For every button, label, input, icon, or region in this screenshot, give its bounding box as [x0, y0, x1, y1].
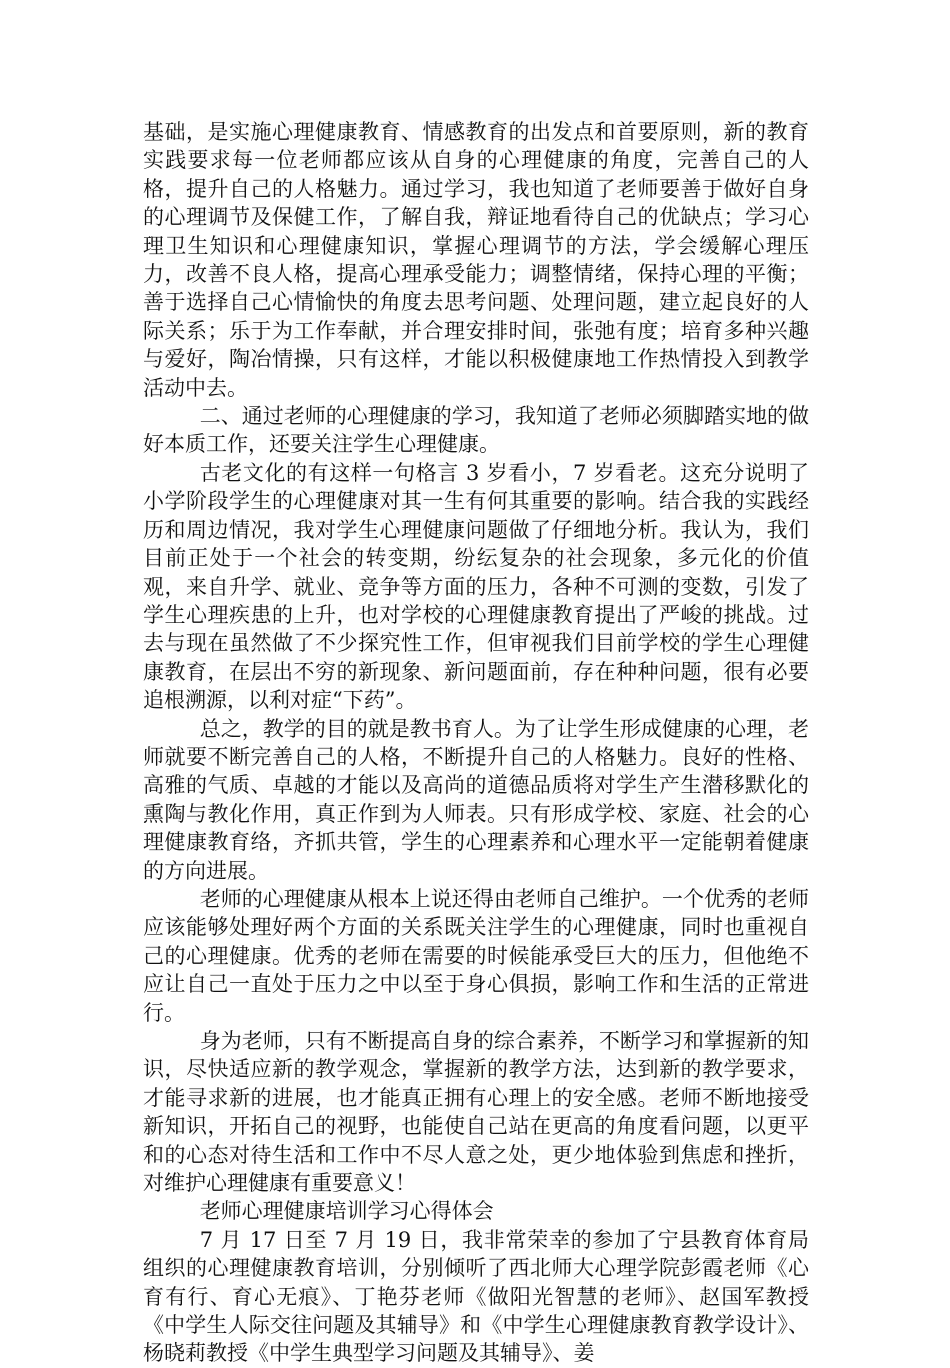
body-paragraph-2: 二、通过老师的心理健康的学习，我知道了老师必须脚踏实地的做好本质工作，还要关注学生心理健康。 [143, 404, 809, 457]
body-paragraph-7: 7 月 17 日至 7 月 19 日，我非常荣幸的参加了宁县教育体育局组织的心理健康教育培训，分别倾听了西北师大心理学院彭霞老师《心育有行、育心无痕》、丁艳芬老师《做阳光智慧的老师》、赵国军教授《中学生人际交往问题及其辅导》和《中学生心理健康教育教学设计》、杨晓莉教授《中学生典型学习问题及其辅导》、姜 [143, 1227, 809, 1366]
body-paragraph-3: 古老文化的有这样一句格言 3 岁看小，7 岁看老。这充分说明了小学阶段学生的心理健康对其一生有何其重要的影响。结合我的实践经历和周边情况，我对学生心理健康问题做了仔细地分析。我认为，我们目前正处于一个社会的转变期，纷纭复杂的社会现象，多元化的价值观，来自升学、就业、竞争等方面的压力，各种不可测的变数，引发了学生心理疾患的上升，也对学校的心理健康教育提出了严峻的挑战。过去与现在虽然做了不少探究性工作，但审视我们目前学校的学生心理健康教育，在层出不穷的新现象、新问题面前，存在种种问题，很有必要追根溯源，以利对症“下药”。 [143, 460, 809, 713]
body-paragraph-5: 老师的心理健康从根本上说还得由老师自己维护。一个优秀的老师应该能够处理好两个方面的关系既关注学生的心理健康，同时也重视自己的心理健康。优秀的老师在需要的时候能承受巨大的压力，但他绝不应让自己一直处于压力之中以至于身心俱损，影响工作和生活的正常进行。 [143, 886, 809, 1025]
body-paragraph-4: 总之，教学的目的就是教书育人。为了让学生形成健康的心理，老师就要不断完善自己的人格，不断提升自己的人格魅力。良好的性格、高雅的气质、卓越的才能以及高尚的道德品质将对学生产生潜移默化的熏陶与教化作用，真正作到为人师表。只有形成学校、家庭、社会的心理健康教育络，齐抓共管，学生的心理素养和心理水平一定能朝着健康的方向进展。 [143, 716, 809, 883]
body-paragraph-6: 身为老师，只有不断提高自身的综合素养，不断学习和掌握新的知识，尽快适应新的教学观念，掌握新的教学方法，达到新的教学要求，才能寻求新的进展，也才能真正拥有心理上的安全感。老师不断地接受新知识，开拓自己的视野，也能使自己站在更高的角度看问题，以更平和的心态对待生活和工作中不尽人意之处，更少地体验到焦虑和挫折，对维护心理健康有重要意义！ [143, 1029, 809, 1196]
section-title: 老师心理健康培训学习心得体会 [199, 1199, 494, 1224]
document-page [143, 118, 809, 1368]
body-paragraph-1: 基础，是实施心理健康教育、情感教育的出发点和首要原则，新的教育实践要求每一位老师都应该从自身的心理健康的角度，完善自己的人格，提升自己的人格魅力。通过学习，我也知道了老师要善于做好自身的心理调节及保健工作，了解自我，辩证地看待自己的优缺点；学习心理卫生知识和心理健康知识，掌握心理调节的方法，学会缓解心理压力，改善不良人格，提高心理承受能力；调整情绪，保持心理的平衡；善于选择自己心情愉快的角度去思考问题、处理问题，建立起良好的人际关系；乐于为工作奉献，并合理安排时间，张弛有度；培育多种兴趣与爱好，陶冶情操，只有这样，才能以积极健康地工作热情投入到教学活动中去。 [143, 120, 809, 400]
